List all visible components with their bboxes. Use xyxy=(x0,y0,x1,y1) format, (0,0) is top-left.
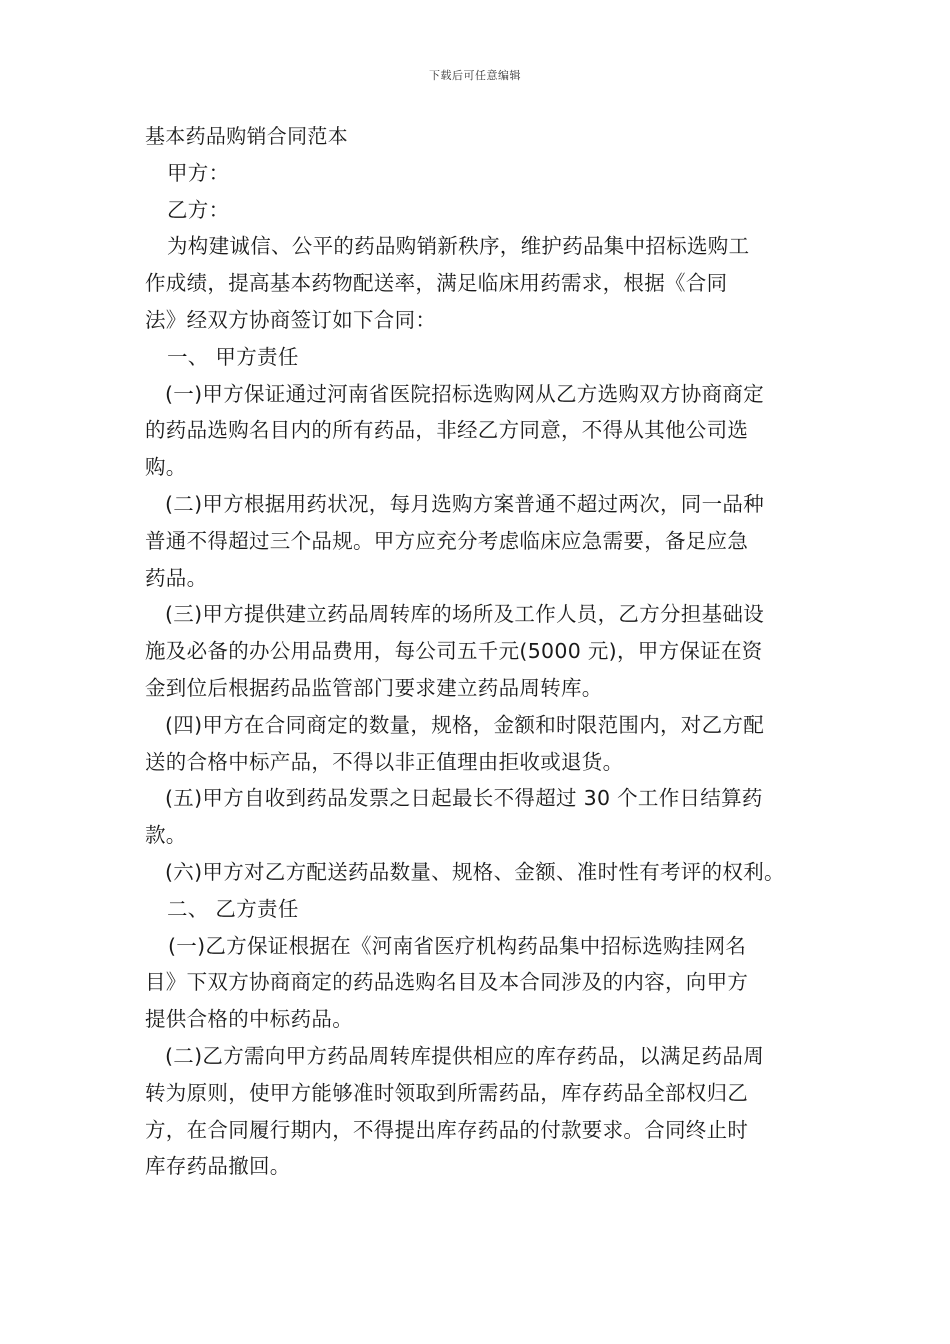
paragraph-line: 作成绩，提高基本药物配送率，满足临床用药需求，根据《合同 xyxy=(145,271,728,296)
paragraph-line: 施及必备的办公用品费用，每公司五千元(5000 元)，甲方保证在资 xyxy=(145,639,763,664)
paragraph-line: (三)甲方提供建立药品周转库的场所及工作人员，乙方分担基础设 xyxy=(165,602,764,627)
paragraph-line: 款。 xyxy=(145,823,187,848)
paragraph-line: 法》经双方协商签订如下合同： xyxy=(145,307,437,332)
paragraph-line: 库存药品撤回。 xyxy=(145,1154,291,1179)
paragraph-line: 普通不得超过三个品规。甲方应充分考虑临床应急需要，备足应急 xyxy=(145,528,749,553)
page-header: 下载后可任意编辑 xyxy=(429,69,521,82)
paragraph-line: 为构建诚信、公平的药品购销新秩序，维护药品集中招标选购工 xyxy=(167,234,750,259)
paragraph-line: (六)甲方对乙方配送药品数量、规格、金额、准时性有考评的权利。 xyxy=(165,859,785,884)
paragraph-line: (四)甲方在合同商定的数量，规格，金额和时限范围内，对乙方配 xyxy=(165,712,764,737)
party-a-line: 甲方： xyxy=(167,160,230,185)
paragraph-line: 购。 xyxy=(145,455,187,480)
paragraph-line: (一)甲方保证通过河南省医院招标选购网从乙方选购双方协商商定 xyxy=(165,381,764,406)
paragraph-line: 提供合格的中标药品。 xyxy=(145,1007,353,1032)
paragraph-line: 目》下双方协商商定的药品选购名目及本合同涉及的内容，向甲方 xyxy=(145,970,749,995)
paragraph-line: 转为原则，使甲方能够准时领取到所需药品，库存药品全部权归乙 xyxy=(145,1080,749,1105)
document-title: 基本药品购销合同范本 xyxy=(145,124,348,148)
paragraph-line: 方，在合同履行期内，不得提出库存药品的付款要求。合同终止时 xyxy=(145,1117,749,1142)
paragraph-line: 送的合格中标产品，不得以非正值理由拒收或退货。 xyxy=(145,749,624,774)
paragraph-line: (二)甲方根据用药状况，每月选购方案普通不超过两次，同一品种 xyxy=(165,491,764,516)
paragraph-line: 的药品选购名目内的所有药品，非经乙方同意，不得从其他公司选 xyxy=(145,418,749,443)
document-body xyxy=(145,118,825,1185)
paragraph-line: 药品。 xyxy=(145,565,208,590)
section-heading: 一、 甲方责任 xyxy=(167,344,299,369)
paragraph-line: (二)乙方需向甲方药品周转库提供相应的库存药品，以满足药品周 xyxy=(165,1043,764,1068)
paragraph-line: 金到位后根据药品监管部门要求建立药品周转库。 xyxy=(145,675,603,700)
paragraph-line: (五)甲方自收到药品发票之日起最长不得超过 30 个工作日结算药 xyxy=(165,786,763,811)
paragraph-line: (一)乙方保证根据在《河南省医疗机构药品集中招标选购挂网名 xyxy=(168,933,747,958)
party-b-line: 乙方： xyxy=(167,197,230,222)
section-heading: 二、 乙方责任 xyxy=(167,896,299,921)
